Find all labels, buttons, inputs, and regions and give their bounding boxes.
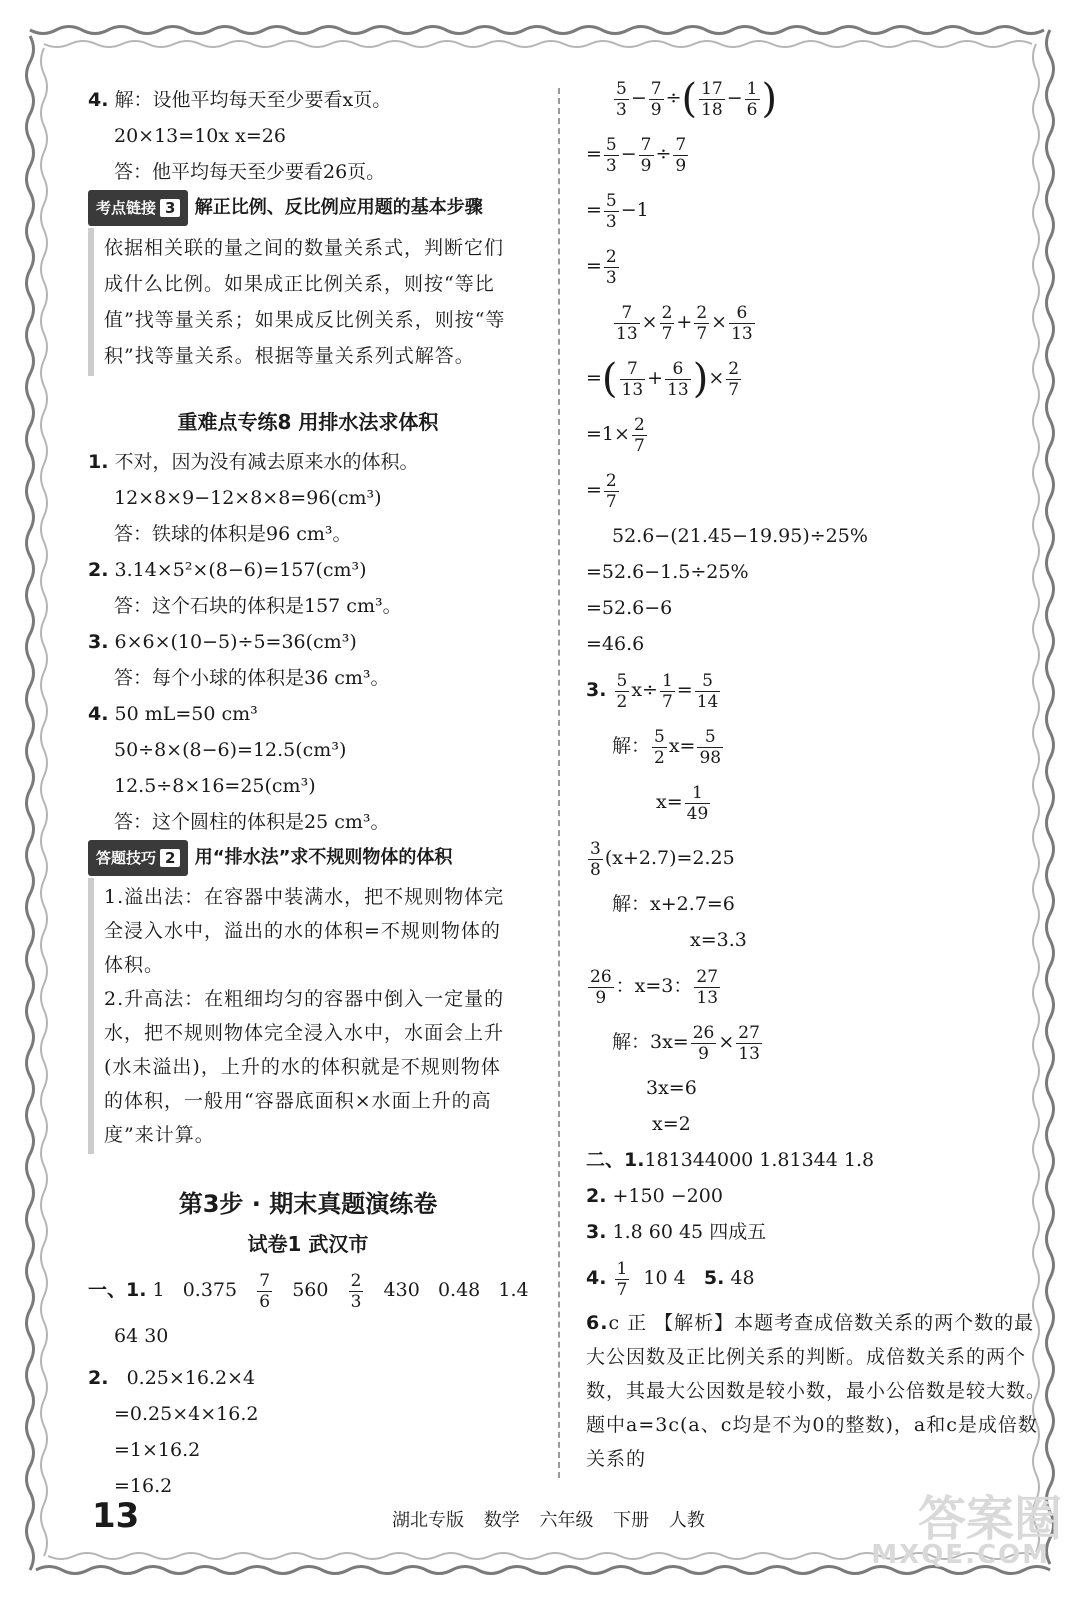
tip-header-2 bbox=[88, 840, 528, 876]
q3-step-3: 解：3x= $\frac{26}{9}$ × $\frac{27}{13}$ bbox=[612, 1022, 760, 1064]
q3-equation-2: $\frac{3}{8}$ (x+2.7)=2.25 bbox=[590, 838, 735, 880]
q4-5-answers: 4. $\frac{1}{7}$ 10 4 5. 48 bbox=[586, 1258, 755, 1300]
left-column bbox=[88, 70, 528, 1504]
expr-3-step: =52.6−1.5÷25% bbox=[586, 561, 749, 583]
q2-line: =0.25×4×16.2 bbox=[114, 1403, 259, 1425]
tip-body: 依据相关联的量之间的数量关系式，判断它们成什么比例。如果成正比例关系，则按“等比值”找等量关系；如果成反比例关系，则按“等积”找等量关系。根据等量关系列式解答。 bbox=[104, 237, 506, 367]
q3-equation-3: $\frac{26}{9}$ ：x=3： $\frac{27}{13}$ bbox=[590, 966, 719, 1008]
watermark-logo: 答案圈 bbox=[917, 1491, 1062, 1547]
q2-line: =16.2 bbox=[114, 1475, 173, 1497]
expr-2-result: = $\frac{2}{7}$ bbox=[586, 470, 617, 512]
part1-line2: 64 30 bbox=[114, 1325, 169, 1347]
q2-line: =1×16.2 bbox=[114, 1439, 201, 1461]
item-line: 答：这个石块的体积是157 cm³。 bbox=[114, 595, 402, 617]
p2-answer: 181344000 1.81344 1.8 bbox=[644, 1149, 875, 1171]
item-text: 50 mL=50 cm³ bbox=[114, 703, 258, 725]
item-line: 答：每个小球的体积是36 cm³。 bbox=[114, 667, 390, 689]
item-number: 2. bbox=[88, 559, 109, 581]
section-title: 重难点专练8 用排水法求体积 bbox=[177, 410, 439, 434]
item-line bbox=[88, 444, 528, 480]
p2-answer: 1.8 60 45 四成五 bbox=[612, 1221, 767, 1243]
q2-number: 2. bbox=[88, 1367, 109, 1389]
item-line: 答：铁球的体积是96 cm³。 bbox=[114, 523, 352, 545]
tip-para-1: 1.溢出法：在容器中装满水，把不规则物体完全浸入水中，溢出的水的体积=不规则物体的体积。 bbox=[104, 886, 505, 976]
items-list bbox=[88, 444, 528, 840]
footer-info: 湖北专版 数学 六年级 下册 人教 bbox=[392, 1510, 705, 1531]
p2-number: 二、1. bbox=[586, 1149, 645, 1171]
expr-3-result: =46.6 bbox=[586, 633, 645, 655]
paper-title: 试卷1 武汉市 bbox=[247, 1232, 369, 1256]
tip-badge: 答题技巧 2 bbox=[88, 840, 188, 876]
q2-line: 0.25×16.2×4 bbox=[126, 1367, 256, 1389]
tip-title: 用“排水法”求不规则物体的体积 bbox=[194, 847, 453, 868]
tip-box-1 bbox=[88, 228, 528, 376]
q3-step-3b: 3x=6 bbox=[646, 1077, 697, 1099]
item-number: 4. bbox=[88, 703, 109, 725]
q4-text: 解：设他平均每天至少要看x页。 bbox=[114, 89, 392, 111]
expr-1-step: = $\frac{5}{3}$ −1 bbox=[586, 190, 649, 232]
q4-number: 4. bbox=[88, 89, 109, 111]
item-number: 1. bbox=[88, 451, 109, 473]
expr-2-step: =( $\frac{7}{13}$ + $\frac{6}{13}$ )× $\frac{2}{7}$ bbox=[586, 356, 740, 402]
expr-3-step: =52.6−6 bbox=[586, 597, 673, 619]
q3-result: x= $\frac{1}{49}$ bbox=[656, 782, 709, 824]
q3-step-2: 解：x+2.7=6 bbox=[612, 893, 735, 915]
item-line bbox=[88, 552, 528, 588]
tip-badge: 考点链接 3 bbox=[88, 190, 188, 226]
expr-2-step: =1× $\frac{2}{7}$ bbox=[586, 414, 645, 456]
expr-3: 52.6−(21.45−19.95)÷25% bbox=[612, 525, 868, 547]
fraction: $\frac{7}{6}$ bbox=[259, 1270, 271, 1312]
p2-number: 2. bbox=[586, 1185, 607, 1207]
tip-title: 解正比例、反比例应用题的基本步骤 bbox=[194, 197, 483, 218]
item-line: 50÷8×(8−6)=12.5(cm³) bbox=[114, 739, 347, 761]
q3-result-3: x=2 bbox=[652, 1113, 691, 1135]
expr-1-step: = $\frac{5}{3}$ − $\frac{7}{9}$ ÷ $\frac{7}{9}$ bbox=[586, 134, 687, 176]
item-line: 12.5÷8×16=25(cm³) bbox=[114, 775, 316, 797]
item-line: 答：这个圆柱的体积是25 cm³。 bbox=[114, 811, 390, 833]
item-text: 6×6×(10−5)÷5=36(cm³) bbox=[114, 631, 357, 653]
tip-box-2 bbox=[88, 878, 528, 1154]
item-line bbox=[88, 624, 528, 660]
step-title: 第3步 · 期末真题演练卷 bbox=[178, 1190, 438, 1218]
expr-1-result: = $\frac{2}{3}$ bbox=[586, 246, 617, 288]
item-line bbox=[88, 696, 528, 732]
tip-para-2: 2.升高法：在粗细均匀的容器中倒入一定量的水，把不规则物体完全浸入水中，水面会上升(水未溢出)，上升的水的体积就是不规则物体的体积，一般用“容器底面积×水面上升的高度”来计算。 bbox=[104, 988, 505, 1146]
watermark-url: MXQE.COM bbox=[871, 1540, 1050, 1570]
item-text: 3.14×5²×(8−6)=157(cm³) bbox=[114, 559, 367, 581]
p2-answer: +150 −200 bbox=[612, 1185, 723, 1207]
q3-step: 解： $\frac{5}{2}$ x= $\frac{5}{98}$ bbox=[612, 726, 722, 768]
q4-equation: 20×13=10x x=26 bbox=[114, 125, 286, 147]
fraction: $\frac{2}{3}$ bbox=[350, 1270, 362, 1312]
footer bbox=[92, 1494, 1032, 1546]
tip-header-1 bbox=[88, 190, 528, 226]
p2-number: 3. bbox=[586, 1221, 607, 1243]
item-text: 不对，因为没有减去原来水的体积。 bbox=[114, 451, 419, 473]
item-number: 3. bbox=[88, 631, 109, 653]
q3-equation: 3. $\frac{5}{2}$ x÷ $\frac{1}{7}$ = $\frac{5}{14}$ bbox=[586, 670, 719, 712]
expr-1: $\frac{5}{3}$ − $\frac{7}{9}$ ÷( $\frac{17}{18}$ − $\frac{1}{6}$ ) bbox=[616, 76, 778, 122]
q3-result-2: x=3.3 bbox=[690, 929, 747, 951]
q6-answer: 6.c 正 【解析】本题考查成倍数关系的两个数的最大公因数及正比例关系的判断。成倍数关系的两个数，其最大公因数是较小数，最小公倍数是较大数。题中a=3c(a、c均是不为0的整数)，a和c是成倍数关系的 bbox=[586, 1312, 1047, 1470]
part1-answers: 一、1. 1 0.375 $\frac{7}{6}$ 560 $\frac{2}{3}$ 430 0.48 1.4 bbox=[88, 1270, 529, 1312]
right-column bbox=[586, 70, 1046, 1476]
item-line: 12×8×9−12×8×8=96(cm³) bbox=[114, 487, 382, 509]
page-number: 13 bbox=[92, 1496, 140, 1536]
column-divider bbox=[558, 88, 560, 1478]
q4-answer: 答：他平均每天至少要看26页。 bbox=[114, 161, 386, 183]
expr-2: $\frac{7}{13}$ × $\frac{2}{7}$ + $\frac{2}{7}$ × $\frac{6}{13}$ bbox=[616, 302, 753, 344]
